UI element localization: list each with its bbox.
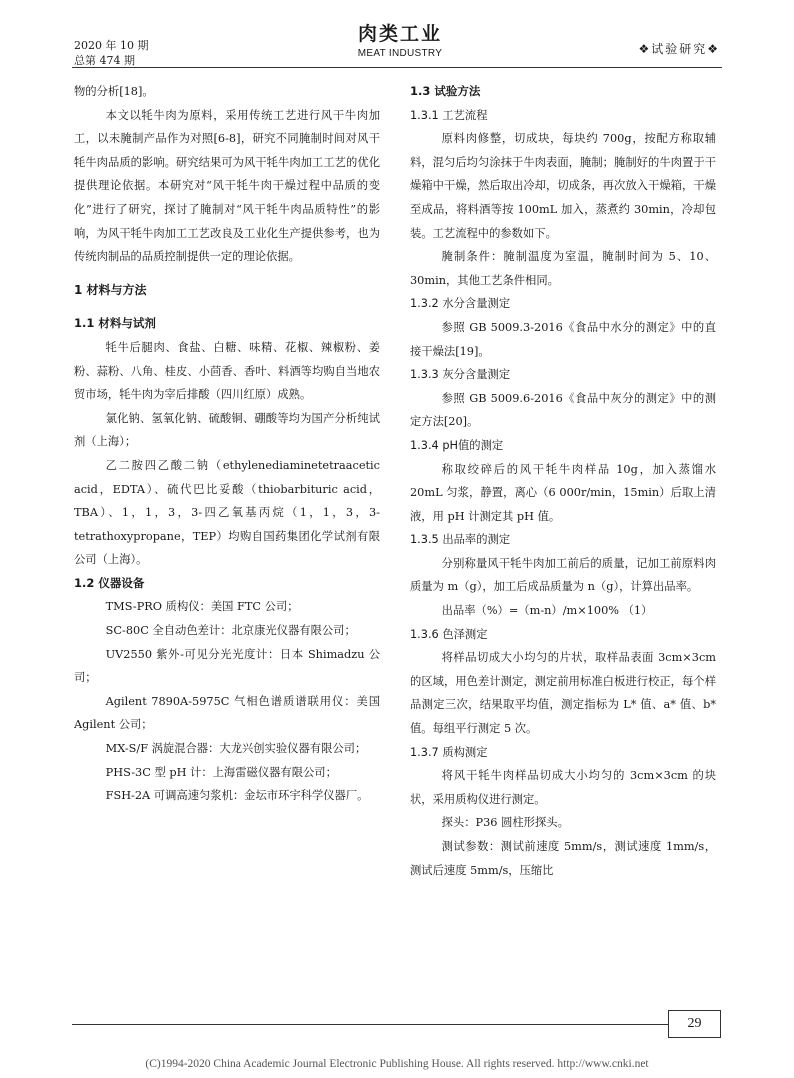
intro-paragraph: 本文以牦牛肉为原料，采用传统工艺进行风干牛肉加工，以未腌制产品作为对照[6-8]，研究不同腌制时间对风干牦牛肉品质的影响。研究结果可为风干牦牛肉加工工艺的优化提供理论依据。本研究对“风干牦牛肉干燥过程中品质的变化”进行了研究，探讨了腌制对“风干牦牛肉品质特性”的影响，为风干牦牛肉加工工艺改良及工业化生产提供参考，也为传统肉制品的品质控制提供一定的理论依据。 xyxy=(74,108,380,264)
equipment-item: UV2550 紫外-可见分光光度计：日本 Shimadzu 公司； xyxy=(74,647,380,685)
subsubsection-heading: 1.3.3 灰分含量测定 xyxy=(410,368,511,382)
paragraph: 探头：P36 圆柱形探头。 xyxy=(441,816,569,830)
right-column xyxy=(410,80,716,882)
equipment-item: PHS-3C 型 pH 计：上海雷磁仪器有限公司； xyxy=(105,765,337,779)
subsubsection-heading: 1.3.2 水分含量测定 xyxy=(410,297,511,311)
paragraph: 参照 GB 5009.3-2016《食品中水分的测定》中的直接干燥法[19]。 xyxy=(410,320,716,358)
paragraph: 原料肉修整，切成块，每块约 700g，按配方称取辅料，混匀后均匀涂抹于牛肉表面，腌制；腌制好的牛肉置于干燥箱中干燥，然后取出冷却，切成条，再次放入干燥箱，干燥至成品，将料酒等按 100mL 加入，蒸煮约 30min，冷却包装。工艺流程中的参数如下。 xyxy=(410,132,716,240)
subsection-heading: 1.1 材料与试剂 xyxy=(74,316,156,331)
subsection-heading: 1.3 试验方法 xyxy=(410,84,481,98)
paragraph: 氯化钠、氢氧化钠、硫酸铜、硼酸等均为国产分析纯试剂（上海）； xyxy=(74,411,380,449)
subsubsection-heading: 1.3.6 色泽测定 xyxy=(410,627,488,641)
subsubsection-heading: 1.3.7 质构测定 xyxy=(410,745,488,759)
paragraph: 将样品切成大小均匀的片状，取样品表面 3cm×3cm 的区域，用色差计测定，测定前用标准白板进行校正，每个样品测定三次，结果取平均值，测定指标为 L* 值、a* 值、b* 值。每组平行测定 5 次。 xyxy=(410,651,716,736)
paragraph: 分别称量风干牦牛肉加工前后的质量，记加工前原料肉质量为 m（g），加工后成品质量为 n（g），计算出品率。 xyxy=(410,556,716,594)
paragraph: 腌制条件：腌制温度为室温，腌制时间为 5、10、30min，其他工艺条件相同。 xyxy=(410,250,716,287)
section-label: ❖试验研究❖ xyxy=(638,42,720,56)
equipment-item: TMS-PRO 质构仪：美国 FTC 公司； xyxy=(105,600,299,614)
logo-cn: 肉类工业 xyxy=(357,23,442,45)
page-number: 29 xyxy=(668,1010,721,1038)
formula: 出品率（%）=（m-n）/m×100% （1） xyxy=(441,604,653,618)
paragraph: 牦牛后腿肉、食盐、白糖、味精、花椒、辣椒粉、姜粉、蒜粉、八角、桂皮、小茴香、香叶、料酒等均购自当地农贸市场，牦牛肉为宰后排酸（四川红原）成熟。 xyxy=(74,340,380,402)
paragraph: 乙二胺四乙酸二钠（ethylenediaminetetraacetic acid，EDTA）、硫代巴比妥酸（thiobarbituric acid，TBA）、1，1，3，3-四乙氧基丙烷（1，1，3，3-tetrathoxypropane，TEP）均购自国药集团化学试剂有限公司（上海）。 xyxy=(74,458,380,567)
paragraph: 将风干牦牛肉样品切成大小均匀的 3cm×3cm 的块状，采用质构仪进行测定。 xyxy=(410,769,716,806)
subsubsection-heading: 1.3.5 出品率的测定 xyxy=(410,533,511,547)
left-column xyxy=(74,80,380,808)
footer-rule xyxy=(72,1024,668,1025)
logo-en: MEAT INDUSTRY xyxy=(357,48,443,59)
header-rule xyxy=(72,67,722,68)
equipment-item: SC-80C 全自动色差计：北京康光仪器有限公司； xyxy=(105,624,356,638)
total-issue: 总第 474 期 xyxy=(74,54,135,67)
paragraph: 参照 GB 5009.6-2016《食品中灰分的测定》中的测定方法[20]。 xyxy=(410,391,716,429)
subsubsection-heading: 1.3.4 pH值的测定 xyxy=(410,438,504,452)
copyright-notice: (C)1994-2020 China Academic Journal Electronic Publishing House. All rights reserved. http://www.cnki.net xyxy=(145,1058,649,1070)
equipment-item: Agilent 7890A-5975C 气相色谱质谱联用仪：美国 Agilent 公司； xyxy=(74,694,380,732)
journal-logo xyxy=(340,22,460,59)
journal-issue-info xyxy=(74,38,148,68)
paragraph: 物的分析[18]。 xyxy=(74,85,154,98)
paragraph: 称取绞碎后的风干牦牛肉样品 10g，加入蒸馏水 20mL 匀浆，静置，离心（6 000r/min，15min）后取上清液，用 pH 计测定其 pH 值。 xyxy=(410,462,716,523)
section-heading: 1 材料与方法 xyxy=(74,282,147,297)
equipment-item: MX-S/F 涡旋混合器：大龙兴创实验仪器有限公司； xyxy=(105,742,367,756)
year-issue: 2020 年 10 期 xyxy=(74,39,149,52)
equipment-item: FSH-2A 可调高速匀浆机：金坛市环宇科学仪器厂。 xyxy=(105,789,369,803)
subsubsection-heading: 1.3.1 工艺流程 xyxy=(410,108,488,122)
subsection-heading: 1.2 仪器设备 xyxy=(74,575,145,590)
paragraph: 测试参数：测试前速度 5mm/s，测试速度 1mm/s，测试后速度 5mm/s，压缩比 xyxy=(410,840,716,877)
